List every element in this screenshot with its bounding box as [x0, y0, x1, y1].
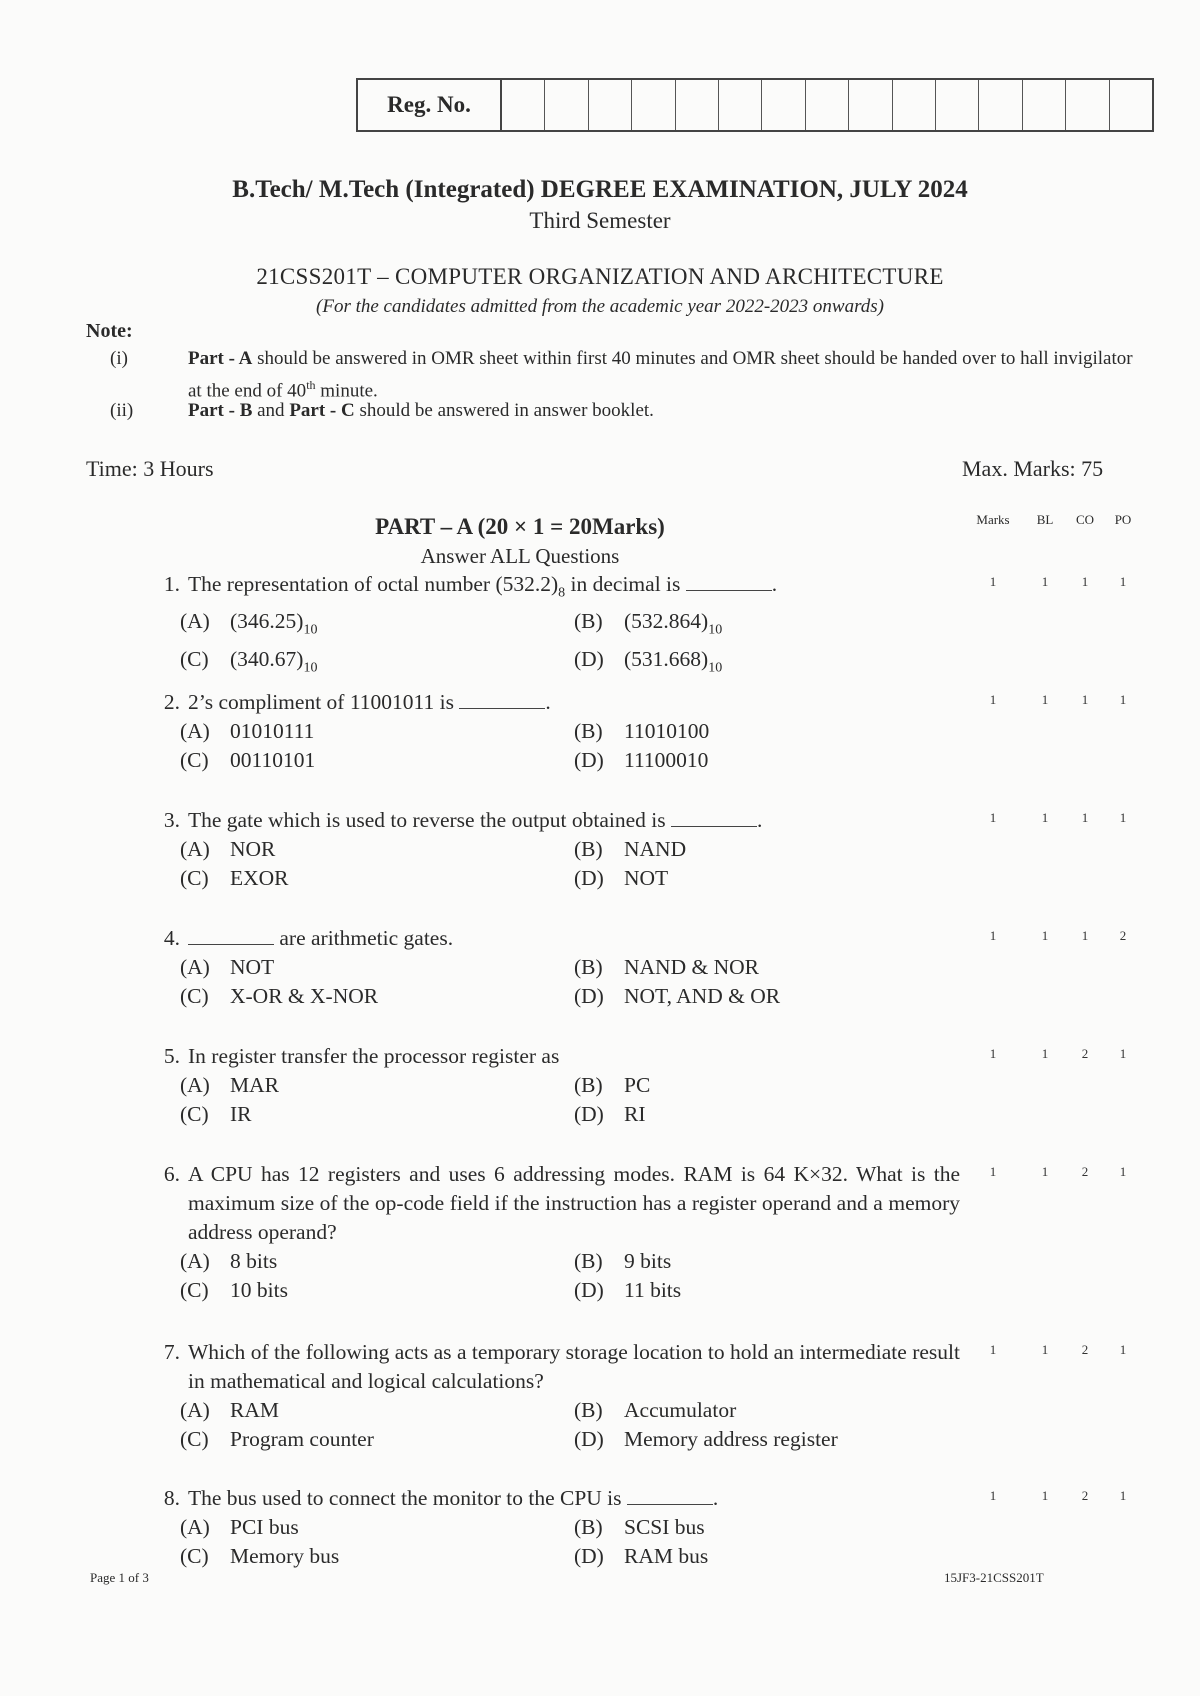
option-subscript: 10: [303, 622, 318, 638]
answer-option: [180, 864, 574, 893]
answer-option: [180, 1396, 574, 1425]
answer-blank: [686, 589, 772, 591]
question-text: [188, 1042, 960, 1071]
po-value: 1: [1119, 1046, 1127, 1061]
semester: Third Semester: [529, 208, 671, 233]
bl-value: 1: [1041, 574, 1049, 589]
answer-option: [574, 717, 968, 746]
bl-value: 1: [1041, 1046, 1049, 1061]
note-body: should be answered in OMR sheet within first 40 minutes and OMR sheet should be handed over to hall invigilator at the end of 40: [188, 348, 1133, 402]
answer-option: [180, 1071, 574, 1100]
option-label: (C): [180, 646, 209, 671]
answer-option: [574, 835, 968, 864]
answer-option: [180, 1276, 574, 1305]
question-text-part: In register transfer the processor register as: [188, 1044, 560, 1068]
option-label: (D): [574, 1102, 604, 1126]
answer-option: [574, 953, 968, 982]
reg-no-cell: [979, 80, 1022, 130]
note-bold: Part - A: [188, 348, 253, 369]
note-num: (ii): [110, 400, 134, 421]
bl-value: 1: [1041, 692, 1049, 707]
option-label: (B): [574, 1398, 603, 1422]
reg-no-cell: [936, 80, 979, 130]
options-grid: [180, 953, 960, 1011]
answer-option: [574, 746, 968, 775]
option-text: (531.668): [624, 646, 709, 671]
question-text-part: Which of the following acts as a temporary storage location to hold an intermediate result in mathematical and logical calculations?: [188, 1340, 960, 1393]
reg-no-label: Reg. No.: [358, 80, 502, 130]
option-text: 10 bits: [230, 1278, 288, 1302]
option-label: (C): [180, 1427, 209, 1451]
option-label: (A): [180, 719, 210, 743]
question-text-part: A CPU has 12 registers and uses 6 addressing modes. RAM is 64 K×32. What is the maximum size of the op-code field if the instruction has a register operand and a memory address operand?: [188, 1162, 960, 1244]
question-number: 1.: [163, 572, 180, 596]
option-text: SCSI bus: [624, 1515, 705, 1539]
answer-option: [574, 607, 968, 644]
answer-option: [180, 982, 574, 1011]
question-number: 8.: [163, 1486, 180, 1510]
option-text: 11 bits: [624, 1278, 682, 1302]
po-value: 2: [1119, 928, 1127, 943]
co-value: 2: [1081, 1046, 1089, 1061]
question-number: 6.: [163, 1162, 180, 1186]
option-label: (A): [180, 1398, 210, 1422]
option-label: (A): [180, 955, 210, 979]
note-tail: minute.: [315, 380, 378, 402]
option-label: (D): [574, 646, 604, 671]
marks-value: 1: [989, 1488, 997, 1503]
option-text: NOT: [230, 955, 275, 979]
options-grid: [180, 1247, 960, 1305]
co-value: 1: [1081, 928, 1089, 943]
option-label: (C): [180, 748, 209, 772]
option-text: 01010111: [230, 719, 315, 743]
option-label: (D): [574, 748, 604, 772]
question-text-part: The gate which is used to reverse the output obtained is: [188, 808, 672, 832]
answer-option: [180, 1100, 574, 1129]
question: [140, 1338, 960, 1454]
question: [140, 570, 960, 682]
option-text: Program counter: [230, 1427, 374, 1451]
option-label: (C): [180, 1544, 209, 1568]
option-label: (D): [574, 1544, 604, 1568]
answer-option: [574, 1247, 968, 1276]
option-text: (346.25): [230, 609, 304, 634]
answer-option: [180, 607, 574, 644]
reg-no-cell: [806, 80, 849, 130]
reg-no-cell: [545, 80, 588, 130]
option-text: 11010100: [624, 719, 710, 743]
question: [140, 924, 960, 1011]
reg-no-box: [356, 78, 1154, 132]
option-label: (B): [574, 609, 603, 634]
answer-option: [180, 746, 574, 775]
co-value: 1: [1081, 692, 1089, 707]
question-text-part: are arithmetic gates.: [274, 926, 454, 950]
answer-option: [574, 1276, 968, 1305]
option-label: (D): [574, 984, 604, 1008]
bl-value: 1: [1041, 1342, 1049, 1357]
question: [140, 806, 960, 893]
part-a-heading: PART – A (20 × 1 = 20Marks): [375, 514, 665, 539]
option-label: (A): [180, 1073, 210, 1097]
po-value: 1: [1119, 1488, 1127, 1503]
marks-value: 1: [989, 1342, 997, 1357]
co-value: 1: [1081, 810, 1089, 825]
note-text: [188, 398, 1150, 424]
note-heading: Note:: [86, 320, 133, 342]
option-label: (C): [180, 984, 209, 1008]
question-text: [188, 570, 960, 607]
answer-option: [180, 835, 574, 864]
exam-title: B.Tech/ M.Tech (Integrated) DEGREE EXAMINATION, JULY 2024: [232, 176, 968, 203]
option-label: (B): [574, 1515, 603, 1539]
option-label: (C): [180, 1102, 209, 1126]
question-text-part: 8: [558, 585, 566, 601]
reg-no-cell: [849, 80, 892, 130]
option-text: X-OR & X-NOR: [230, 984, 379, 1008]
options-grid: [180, 1513, 960, 1571]
part-a-instruction: Answer ALL Questions: [420, 544, 620, 568]
marks-value: 1: [989, 692, 997, 707]
option-text: NAND: [624, 837, 687, 861]
question-text: [188, 1484, 960, 1513]
answer-option: [574, 1071, 968, 1100]
reg-no-cell: [719, 80, 762, 130]
option-label: (B): [574, 1073, 603, 1097]
option-text: MAR: [230, 1073, 279, 1097]
answer-option: [180, 1247, 574, 1276]
note-item: [110, 398, 1150, 424]
question-text-part: The bus used to connect the monitor to the CPU is: [188, 1486, 627, 1510]
question-number: 3.: [163, 808, 180, 832]
paper-code: 15JF3-21CSS201T: [944, 1570, 1044, 1585]
note-text: [188, 346, 1150, 404]
options-grid: [180, 1071, 960, 1129]
option-text: (532.864): [624, 609, 709, 634]
co-value: 2: [1081, 1164, 1089, 1179]
option-text: NOT, AND & OR: [624, 984, 781, 1008]
note-sup: th: [306, 378, 316, 392]
option-subscript: 10: [303, 659, 318, 675]
page-number: Page 1 of 3: [90, 1570, 149, 1585]
course-title: 21CSS201T – COMPUTER ORGANIZATION AND ARCHITECTURE: [256, 264, 944, 289]
option-label: (B): [574, 955, 603, 979]
co-value: 1: [1081, 574, 1089, 589]
marks-value: 1: [989, 1164, 997, 1179]
answer-option: [180, 953, 574, 982]
answer-option: [180, 1425, 574, 1454]
answer-option: [180, 1513, 574, 1542]
reg-no-cell: [1066, 80, 1109, 130]
reg-no-cell: [762, 80, 805, 130]
marks-value: 1: [989, 928, 997, 943]
option-text: RI: [624, 1102, 646, 1126]
reg-no-cell: [502, 80, 545, 130]
option-subscript: 10: [708, 622, 723, 638]
question-text: [188, 688, 960, 717]
marks-value: 1: [989, 1046, 997, 1061]
option-text: RAM bus: [624, 1544, 709, 1568]
admitted-note: (For the candidates admitted from the academic year 2022-2023 onwards): [316, 296, 884, 317]
answer-option: [574, 1396, 968, 1425]
option-text: PCI bus: [230, 1515, 299, 1539]
option-text: PC: [624, 1073, 651, 1097]
option-text: NOR: [230, 837, 276, 861]
co-value: 2: [1081, 1488, 1089, 1503]
question-text-part: .: [771, 572, 778, 596]
answer-blank: [627, 1503, 713, 1505]
reg-no-cell: [1023, 80, 1066, 130]
col-header-po: PO: [1114, 512, 1132, 527]
option-label: (C): [180, 866, 209, 890]
question: [140, 1042, 960, 1129]
po-value: 1: [1119, 574, 1127, 589]
answer-option: [180, 645, 574, 682]
answer-option: [180, 1542, 574, 1571]
answer-option: [574, 1425, 968, 1454]
option-text: Memory bus: [230, 1544, 340, 1568]
reg-no-cell: [893, 80, 936, 130]
answer-option: [574, 645, 968, 682]
answer-option: [180, 717, 574, 746]
question-text-part: .: [757, 808, 763, 832]
question-text-part: 2’s compliment of 11001011 is: [188, 690, 460, 714]
question-number: 7.: [163, 1340, 180, 1364]
option-text: 8 bits: [230, 1249, 278, 1273]
reg-no-cell: [632, 80, 675, 130]
answer-blank: [671, 825, 757, 827]
options-grid: [180, 835, 960, 893]
options-grid: [180, 717, 960, 775]
question-text-part: .: [712, 1486, 719, 1510]
option-label: (B): [574, 837, 603, 861]
answer-option: [574, 1100, 968, 1129]
option-text: IR: [230, 1102, 252, 1126]
po-value: 1: [1119, 810, 1127, 825]
bl-value: 1: [1041, 810, 1049, 825]
option-label: (B): [574, 719, 603, 743]
answer-option: [574, 1513, 968, 1542]
question-text: [188, 924, 960, 953]
max-marks: Max. Marks: 75: [962, 456, 1104, 481]
reg-no-cell: [676, 80, 719, 130]
option-label: (A): [180, 1515, 210, 1539]
note-body: should be answered in answer booklet.: [354, 400, 654, 421]
marks-value: 1: [989, 574, 997, 589]
note-mid: and: [252, 400, 290, 421]
option-text: (340.67): [230, 646, 304, 671]
question: [140, 1484, 960, 1571]
question-number: 5.: [163, 1044, 180, 1068]
option-text: Memory address register: [624, 1427, 838, 1451]
option-text: Accumulator: [624, 1398, 737, 1422]
col-header-bl: BL: [1036, 512, 1054, 527]
option-label: (D): [574, 1278, 604, 1302]
answer-option: [574, 982, 968, 1011]
options-grid: [180, 607, 960, 682]
question-text: [188, 806, 960, 835]
option-text: EXOR: [230, 866, 289, 890]
question-text: [188, 1338, 960, 1396]
option-text: RAM: [230, 1398, 279, 1422]
question-text-part: The representation of octal number (532.2): [188, 572, 559, 596]
option-text: 11100010: [624, 748, 709, 772]
option-label: (D): [574, 1427, 604, 1451]
note-item: [110, 346, 1150, 404]
col-header-co: CO: [1075, 512, 1095, 527]
option-label: (B): [574, 1249, 603, 1273]
answer-option: [574, 1542, 968, 1571]
question: [140, 688, 960, 775]
question-text-part: in decimal is: [565, 572, 686, 596]
option-text: 00110101: [230, 748, 316, 772]
co-value: 2: [1081, 1342, 1089, 1357]
option-label: (A): [180, 837, 210, 861]
bl-value: 1: [1041, 928, 1049, 943]
po-value: 1: [1119, 1342, 1127, 1357]
option-label: (A): [180, 609, 210, 634]
note-bold: Part - C: [289, 400, 355, 421]
option-subscript: 10: [708, 659, 723, 675]
question-number: 4.: [163, 926, 180, 950]
option-text: NOT: [624, 866, 669, 890]
answer-blank: [188, 943, 274, 945]
marks-value: 1: [989, 810, 997, 825]
question: [140, 1160, 960, 1305]
po-value: 1: [1119, 1164, 1127, 1179]
question-text-part: .: [545, 690, 551, 714]
option-label: (D): [574, 866, 604, 890]
question-text: [188, 1160, 960, 1247]
option-label: (C): [180, 1278, 209, 1302]
note-num: (i): [110, 348, 128, 369]
col-header-marks: Marks: [976, 512, 1010, 527]
time-allowed: Time: 3 Hours: [86, 456, 214, 481]
note-bold: Part - B: [188, 400, 253, 421]
option-text: 9 bits: [624, 1249, 672, 1273]
options-grid: [180, 1396, 960, 1454]
option-text: NAND & NOR: [624, 955, 759, 979]
option-label: (A): [180, 1249, 210, 1273]
po-value: 1: [1119, 692, 1127, 707]
answer-option: [574, 864, 968, 893]
reg-no-cell: [589, 80, 632, 130]
bl-value: 1: [1041, 1488, 1049, 1503]
answer-blank: [459, 707, 545, 709]
reg-no-cell: [1110, 80, 1152, 130]
question-number: 2.: [163, 690, 180, 714]
bl-value: 1: [1041, 1164, 1049, 1179]
